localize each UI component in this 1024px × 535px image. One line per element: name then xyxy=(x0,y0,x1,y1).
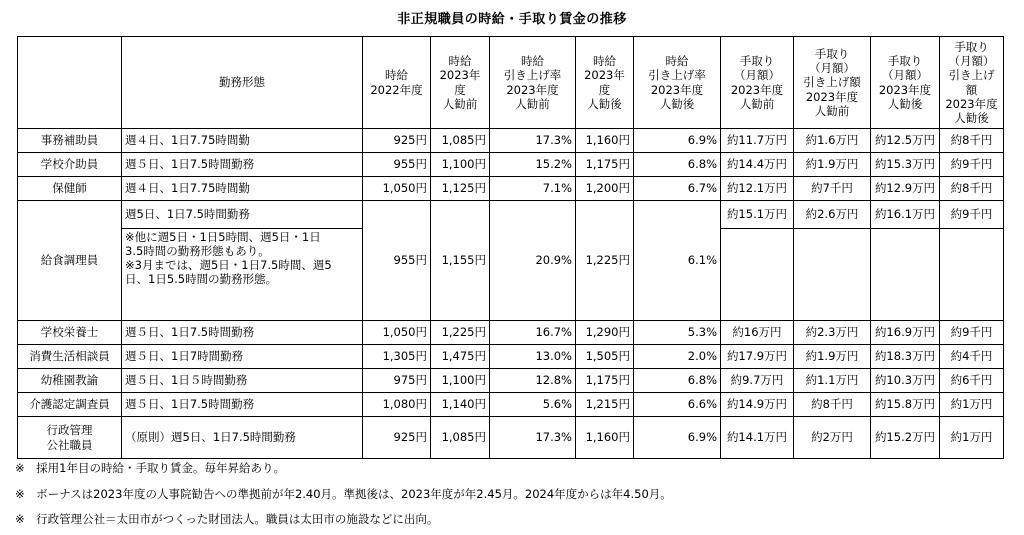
table-row xyxy=(18,321,1004,345)
cell-wage-2022: 955円 xyxy=(363,153,431,177)
row-work-type-note: ※他に週5日・1日5時間、週5日・1日 3.5時間の勤務形態もあり。 ※3月までは、週5日・1日7.5時間、週5 日、1日5.5時間の勤務形態。 xyxy=(122,229,363,321)
cell-takehome-before: 約17.9万円 xyxy=(721,345,794,369)
cell-takehome-raise-before: 約1.1万円 xyxy=(794,369,871,393)
row-work-type: 週5日、1日7.5時間勤務 xyxy=(122,201,363,229)
cell-raise-rate-after: 6.9% xyxy=(634,129,721,153)
cell-wage-2023-before: 1,085円 xyxy=(431,417,490,459)
row-work-type: 週５日、1日7.5時間勤務 xyxy=(122,153,363,177)
cell-raise-rate-after: 6.7% xyxy=(634,177,721,201)
cell-wage-2023-after: 1,175円 xyxy=(576,369,634,393)
footnote: ※ ボーナスは2023年度の人事院勧告への準拠前が年2.40月。準拠後は、2023年度が年2.45月。2024年度からは年4.50月。 xyxy=(15,487,672,501)
table-row xyxy=(18,345,1004,369)
table-row xyxy=(18,177,1004,201)
cell-takehome-raise-after: 約1万円 xyxy=(940,417,1004,459)
empty-cell xyxy=(794,229,871,321)
cell-takehome-raise-after: 約9千円 xyxy=(940,153,1004,177)
cell-wage-2023-before: 1,125円 xyxy=(431,177,490,201)
cell-takehome-before: 約9.7万円 xyxy=(721,369,794,393)
cell-takehome-after: 約16.1万円 xyxy=(871,201,940,229)
cell-takehome-before: 約16万円 xyxy=(721,321,794,345)
row-work-type: 週４日、1日7.75時間勤 xyxy=(122,177,363,201)
cell-wage-2023-after: 1,290円 xyxy=(576,321,634,345)
cell-raise-rate-after: 5.3% xyxy=(634,321,721,345)
cell-wage-2023-before: 1,225円 xyxy=(431,321,490,345)
cell-wage-2022: 1,305円 xyxy=(363,345,431,369)
table-row xyxy=(18,153,1004,177)
cell-takehome-before: 約11.7万円 xyxy=(721,129,794,153)
cell-raise-rate-after: 2.0% xyxy=(634,345,721,369)
header-raise-rate-after: 時給 引き上げ率 2023年度 人勧後 xyxy=(634,37,721,129)
header-wage-2023-before: 時給 2023年度 人勧前 xyxy=(431,37,490,129)
row-category: 消費生活相談員 xyxy=(18,345,122,369)
table-row xyxy=(18,369,1004,393)
cell-takehome-raise-after: 約1万円 xyxy=(940,393,1004,417)
cell-takehome-raise-after: 約9千円 xyxy=(940,321,1004,345)
cell-raise-rate-after: 6.8% xyxy=(634,369,721,393)
table-row xyxy=(18,129,1004,153)
cell-wage-2022: 925円 xyxy=(363,417,431,459)
cell-takehome-raise-after: 約8千円 xyxy=(940,177,1004,201)
row-work-type: 週４日、1日7.75時間勤 xyxy=(122,129,363,153)
cell-wage-2023-after: 1,175円 xyxy=(576,153,634,177)
cell-takehome-raise-before: 約2.6万円 xyxy=(794,201,871,229)
cell-wage-2023-before: 1,475円 xyxy=(431,345,490,369)
header-wage-2022: 時給 2022年度 xyxy=(363,37,431,129)
row-category: 介護認定調査員 xyxy=(18,393,122,417)
empty-cell xyxy=(940,229,1004,321)
header-takehome-raise-after: 手取り （月額） 引き上げ額 2023年度 人勧後 xyxy=(940,37,1004,129)
cell-wage-2023-before: 1,085円 xyxy=(431,129,490,153)
header-row xyxy=(18,37,1004,129)
cell-takehome-raise-before: 約8千円 xyxy=(794,393,871,417)
cell-wage-2022: 955円 xyxy=(363,201,431,321)
cell-raise-rate-before: 13.0% xyxy=(490,345,576,369)
row-work-type: 週５日、1日7.5時間勤務 xyxy=(122,393,363,417)
page-title: 非正規職員の時給・手取り賃金の推移 xyxy=(397,12,627,27)
row-category: 行政管理 公社職員 xyxy=(18,417,122,459)
header-takehome-before: 手取り （月額） 2023年度 人勧前 xyxy=(721,37,794,129)
cell-wage-2022: 1,080円 xyxy=(363,393,431,417)
cell-raise-rate-after: 6.9% xyxy=(634,417,721,459)
footnote: ※ 行政管理公社＝太田市がつくった財団法人。職員は太田市の施設などに出向。 xyxy=(15,512,439,526)
table-row xyxy=(18,417,1004,459)
cell-takehome-after: 約15.3万円 xyxy=(871,153,940,177)
cell-wage-2022: 975円 xyxy=(363,369,431,393)
row-category: 保健師 xyxy=(18,177,122,201)
row-category: 幼稚園教諭 xyxy=(18,369,122,393)
cell-raise-rate-after: 6.1% xyxy=(634,201,721,321)
header-raise-rate-before: 時給 引き上げ率 2023年度 人勧前 xyxy=(490,37,576,129)
cell-takehome-raise-after: 約9千円 xyxy=(940,201,1004,229)
cell-takehome-before: 約15.1万円 xyxy=(721,201,794,229)
cell-wage-2023-before: 1,140円 xyxy=(431,393,490,417)
cell-takehome-before: 約14.1万円 xyxy=(721,417,794,459)
footnote: ※ 採用1年目の時給・手取り賃金。毎年昇給あり。 xyxy=(15,461,285,475)
cell-wage-2023-after: 1,505円 xyxy=(576,345,634,369)
cell-takehome-raise-before: 約7千円 xyxy=(794,177,871,201)
cell-raise-rate-before: 16.7% xyxy=(490,321,576,345)
cell-wage-2023-before: 1,155円 xyxy=(431,201,490,321)
cell-takehome-raise-before: 約2.3万円 xyxy=(794,321,871,345)
cell-raise-rate-before: 20.9% xyxy=(490,201,576,321)
cell-takehome-after: 約12.9万円 xyxy=(871,177,940,201)
header-takehome-after: 手取り （月額） 2023年度 人勧後 xyxy=(871,37,940,129)
cell-raise-rate-before: 17.3% xyxy=(490,129,576,153)
cell-raise-rate-after: 6.8% xyxy=(634,153,721,177)
cell-takehome-raise-after: 約4千円 xyxy=(940,345,1004,369)
header-takehome-raise-before: 手取り （月額） 引き上げ額 2023年度 人勧前 xyxy=(794,37,871,129)
row-work-type: 週５日、1日7.5時間勤務 xyxy=(122,321,363,345)
cell-wage-2022: 1,050円 xyxy=(363,321,431,345)
cell-takehome-raise-before: 約1.9万円 xyxy=(794,345,871,369)
empty-cell xyxy=(721,229,794,321)
cell-wage-2023-before: 1,100円 xyxy=(431,153,490,177)
row-category: 学校介助員 xyxy=(18,153,122,177)
cell-takehome-before: 約14.4万円 xyxy=(721,153,794,177)
cell-raise-rate-before: 17.3% xyxy=(490,417,576,459)
cell-takehome-after: 約12.5万円 xyxy=(871,129,940,153)
cell-wage-2023-after: 1,215円 xyxy=(576,393,634,417)
cell-wage-2023-after: 1,200円 xyxy=(576,177,634,201)
row-category: 事務補助員 xyxy=(18,129,122,153)
cell-raise-rate-before: 7.1% xyxy=(490,177,576,201)
cell-takehome-raise-before: 約1.6万円 xyxy=(794,129,871,153)
row-work-type: 週５日、1日7時間勤務 xyxy=(122,345,363,369)
cell-takehome-after: 約15.2万円 xyxy=(871,417,940,459)
cell-takehome-raise-before: 約2万円 xyxy=(794,417,871,459)
header-work-type: 勤務形態 xyxy=(122,37,363,129)
header-wage-2023-after: 時給 2023年度 人勧後 xyxy=(576,37,634,129)
table-row xyxy=(18,393,1004,417)
cell-raise-rate-after: 6.6% xyxy=(634,393,721,417)
cell-takehome-raise-after: 約6千円 xyxy=(940,369,1004,393)
cell-takehome-after: 約10.3万円 xyxy=(871,369,940,393)
wage-table xyxy=(17,36,1004,459)
row-category: 給食調理員 xyxy=(18,201,122,321)
cell-takehome-raise-after: 約8千円 xyxy=(940,129,1004,153)
table-row xyxy=(18,201,1004,229)
cell-wage-2022: 925円 xyxy=(363,129,431,153)
cell-takehome-before: 約14.9万円 xyxy=(721,393,794,417)
cell-takehome-raise-before: 約1.9万円 xyxy=(794,153,871,177)
cell-raise-rate-before: 5.6% xyxy=(490,393,576,417)
header-category xyxy=(18,37,122,129)
cell-takehome-after: 約18.3万円 xyxy=(871,345,940,369)
row-work-type: （原則）週5日、1日7.5時間勤務 xyxy=(122,417,363,459)
cell-wage-2022: 1,050円 xyxy=(363,177,431,201)
cell-takehome-before: 約12.1万円 xyxy=(721,177,794,201)
cell-wage-2023-after: 1,225円 xyxy=(576,201,634,321)
cell-raise-rate-before: 12.8% xyxy=(490,369,576,393)
cell-wage-2023-after: 1,160円 xyxy=(576,417,634,459)
empty-cell xyxy=(871,229,940,321)
cell-takehome-after: 約16.9万円 xyxy=(871,321,940,345)
cell-takehome-after: 約15.8万円 xyxy=(871,393,940,417)
cell-wage-2023-after: 1,160円 xyxy=(576,129,634,153)
row-work-type: 週５日、1日５時間勤務 xyxy=(122,369,363,393)
cell-wage-2023-before: 1,100円 xyxy=(431,369,490,393)
row-category: 学校栄養士 xyxy=(18,321,122,345)
cell-raise-rate-before: 15.2% xyxy=(490,153,576,177)
